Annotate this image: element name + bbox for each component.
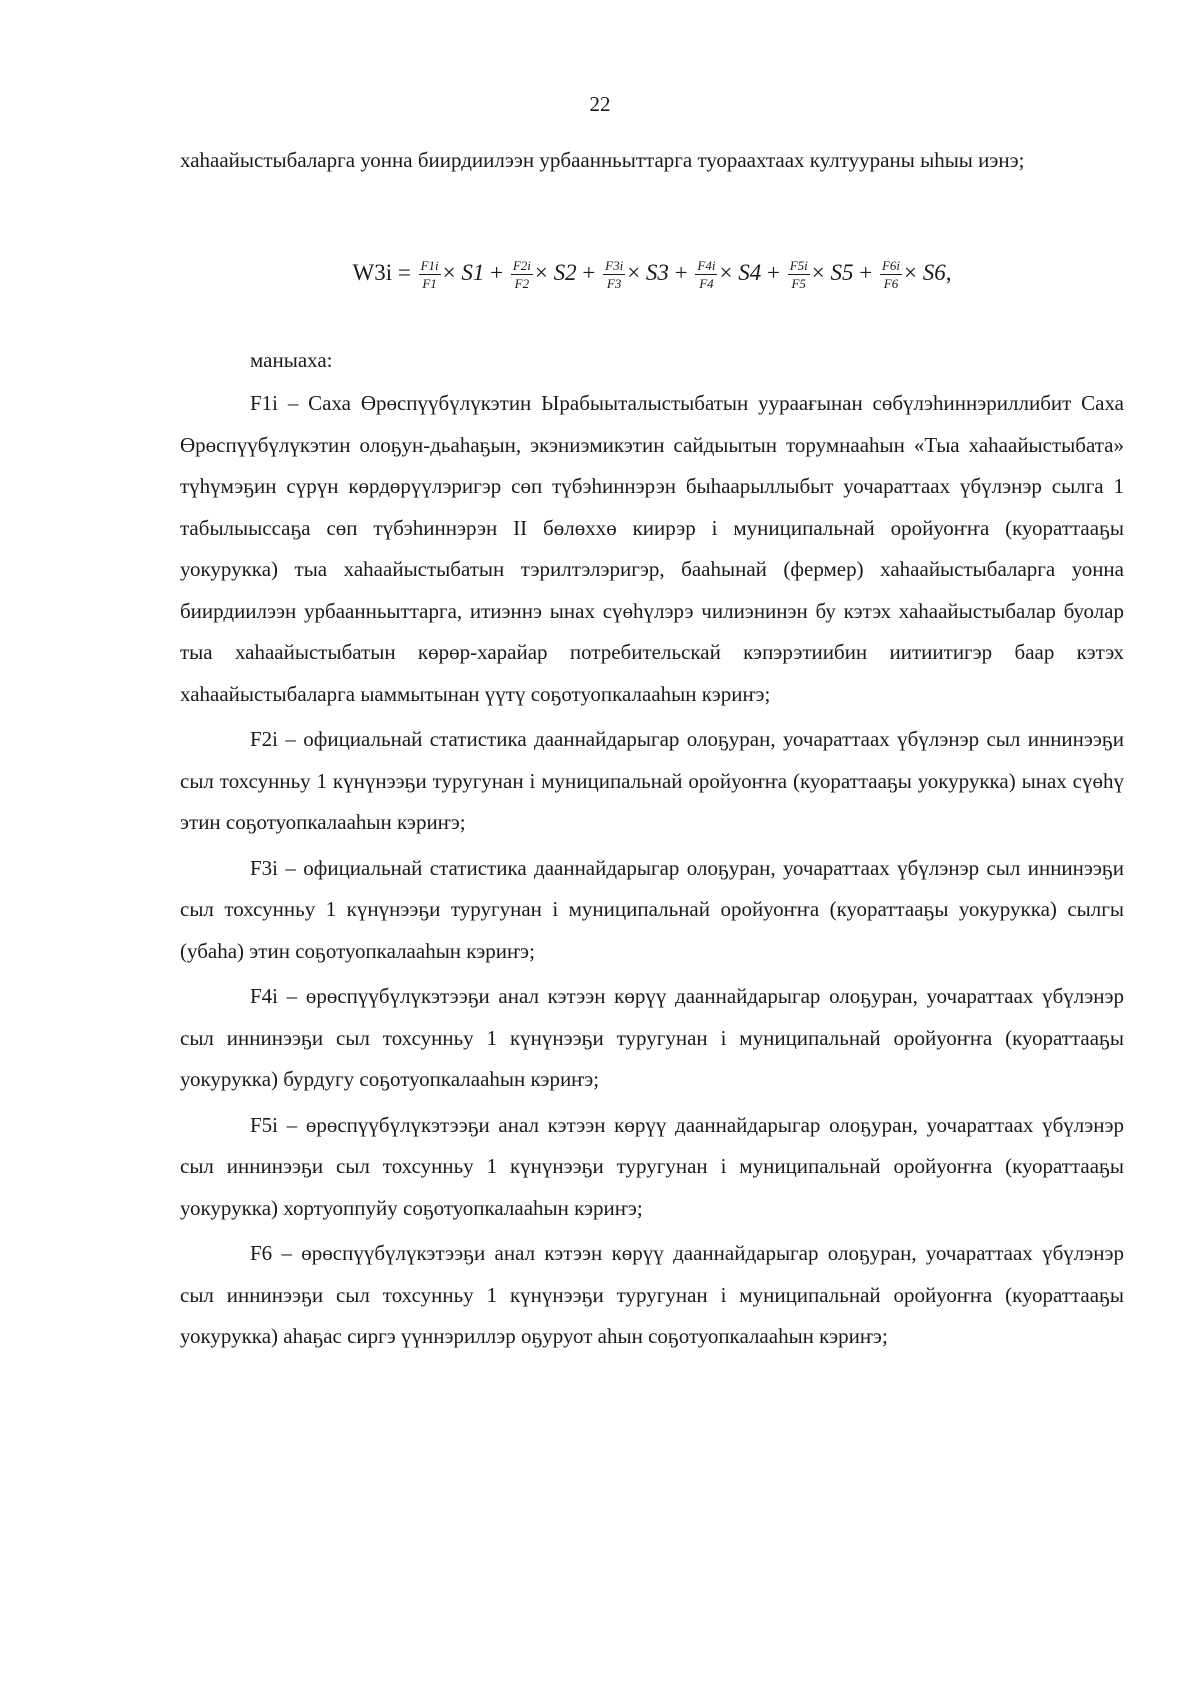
where-label: маныаха: [250,348,333,372]
fraction: $\frac{F6i}{F6}$ [881,258,901,292]
fraction: $\frac{F3i}{F3}$ [605,258,624,292]
formula-lhs: W3i = [352,260,411,285]
formula-term-4: $\frac{F4i}{F4}$ × S4 + [697,258,780,292]
definitions-list [180,383,1124,1362]
formula-term-3: $\frac{F3i}{F3}$ × S3 + [605,258,688,292]
fraction: $\frac{F4i}{F4}$ [697,258,716,292]
formula-w3i [180,253,1124,293]
document-body [180,140,1124,1348]
definition-f2i: F2i – официальнай статистика дааннайдарыгар олоҕуран, уочараттаах үбүлэнэр сыл иннинээҕи сыл тохсунньу 1 күнүнээҕи туругунан і муниципальнай оройуоҥҥа (куораттааҕы уокурукка) ынах сүөһү этин соҕотуопкалааһын кэриҥэ; [180,727,1124,834]
definition-f6: F6 – өрөспүүбүлүкэтээҕи анал кэтээн көрүү дааннайдарыгар олоҕуран, уочараттаах үбүлэнэр сыл иннинээҕи сыл тохсунньу 1 күнүнээҕи туругунан і муниципальнай оройуоҥҥа (куораттааҕы уокурукка) аһаҕас сиргэ үүннэриллэр оҕуруот аһын соҕотуопкалааһын кэриҥэ; [180,1241,1124,1348]
formula-term-1: $\frac{F1i}{F1}$ × S1 + [420,258,504,292]
formula-term-5: $\frac{F5i}{F5}$ × S5 + [789,258,873,292]
intro-paragraph: хаһаайыстыбаларга уонна биирдиилээн урбаанньыттарга туораахтаах култуураны ыһыы иэнэ; [180,148,1025,172]
definition-f5i: F5i – өрөспүүбүлүкэтээҕи анал кэтээн көрүү дааннайдарыгар олоҕуран, уочараттаах үбүлэнэр сыл иннинээҕи сыл тохсунньу 1 күнүнээҕи туругунан і муниципальнай оройуоҥҥа (куораттааҕы уокурукка) хортуоппуйу соҕотуопкалааһын кэриҥэ; [180,1112,1124,1220]
definition-f4i: F4i – өрөспүүбүлүкэтээҕи анал кэтээн көрүү дааннайдарыгар олоҕуран, уочараттаах үбүлэнэр сыл иннинээҕи сыл тохсунньу 1 күнүнээҕи туругунан і муниципальнай оройуоҥҥа (куораттааҕы уокурукка) бурдугу соҕотуопкалааһын кэриҥэ; [180,984,1124,1091]
fraction: $\frac{F5i}{F5}$ [789,258,808,292]
fraction: $\frac{F2i}{F2}$ [512,258,531,292]
page-number: 22 [589,92,611,116]
formula-term-6: $\frac{F6i}{F6}$ × S6, [881,258,952,292]
formula-term-2: $\frac{F2i}{F2}$ × S2 + [512,258,596,292]
definition-f3i: F3i – официальнай статистика дааннайдарыгар олоҕуран, уочараттаах үбүлэнэр сыл иннинээҕи сыл тохсунньу 1 күнүнээҕи туругунан і муниципальнай оройуоҥҥа (куораттааҕы уокурукка) сылгы (убаһа) этин соҕотуопкалааһын кэриҥэ; [180,855,1124,963]
definition-f1i: F1i – Саха Өрөспүүбүлүкэтин Ырабыыталыстыбатын уураағынан сөбүлэһиннэриллибит Саха Өрөспүүбүлүкэтин олоҕун-дьаһаҕын, экэниэмикэтин сайдыытын торумнааһын «Тыа хаһаайыстыбата» түһүмэҕин сүрүн көрдөрүүлэригэр сөп түбэһиннэрэн быһаарыллыбыт уочараттаах үбүлэнэр сылга 1 табылыыссаҕа сөп түбэһиннэрэн II бөлөххө киирэр і муниципальнай оройуоҥҥа (куораттааҕы уокурукка) тыа хаһаайыстыбатын тэрилтэлэригэр, бааһынай (фермер) хаһаайыстыбаларга уонна биирдиилээн урбаанньыттарга, итиэннэ ынах сүөһүлэрэ чилиэнинэн бу кэтэх хаһаайыстыбалар буолар тыа хаһаайыстыбатын көрөр-харайар потребительскай кэпэрэтиибин иитиитигэр баар кэтэх хаһаайыстыбаларга ыаммытынан үүтү соҕотуопкалааһын кэриҥэ; [180,391,1124,706]
fraction: $\frac{F1i}{F1}$ [420,258,439,292]
